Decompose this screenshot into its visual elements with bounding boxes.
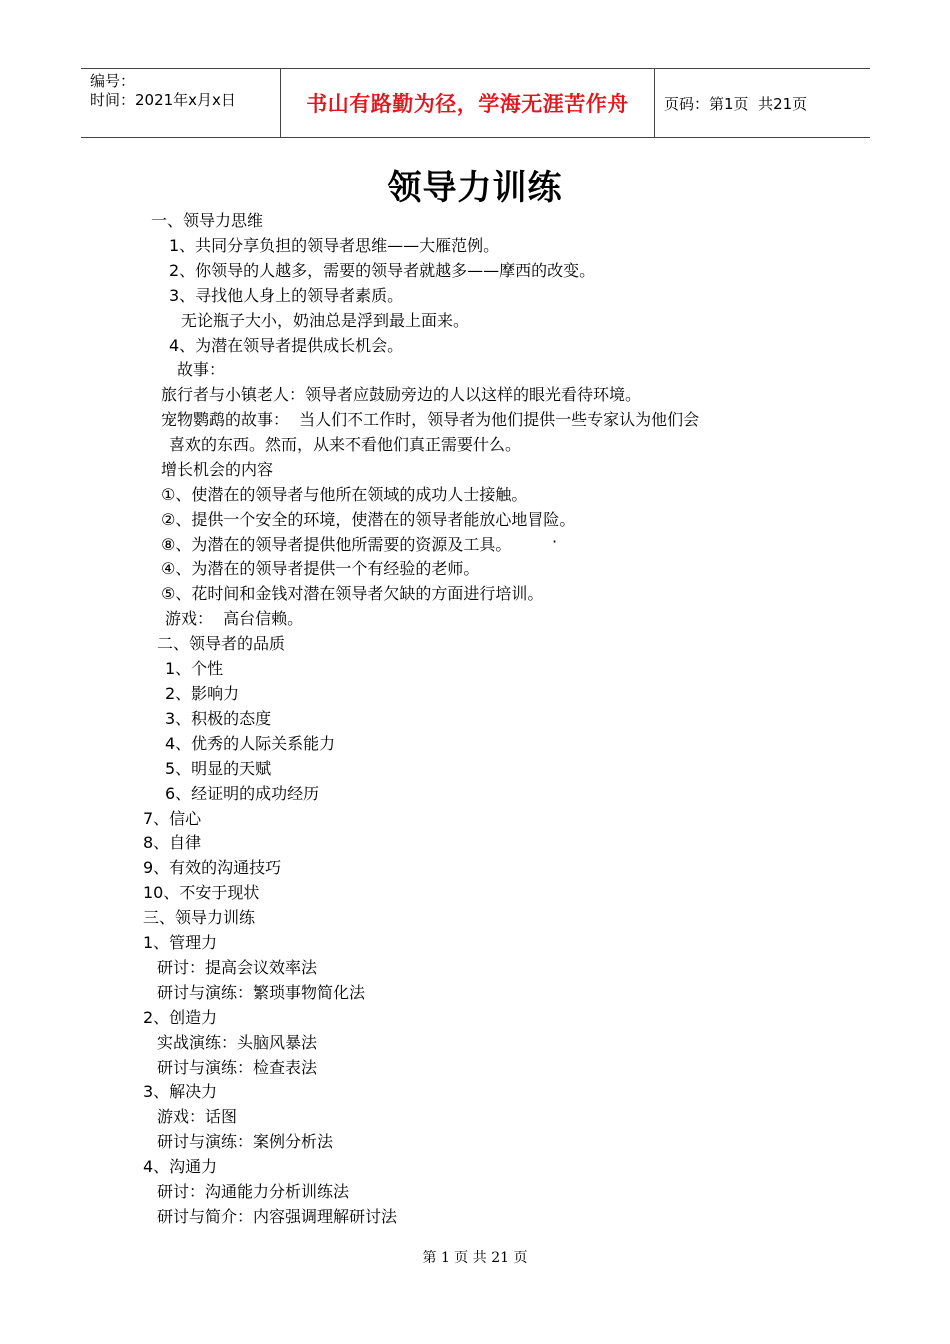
text-line: 喜欢的东西。然而，从来不看他们真正需要什么。 [169,435,522,454]
list-item: ②、提供一个安全的环境，使潜在的领导者能放心地冒险。 [161,510,576,529]
list-item: 1、个性 [165,659,224,678]
text-line: 无论瓶子大小，奶油总是浮到最上面来。 [181,311,470,330]
header-motto-cell [281,69,655,137]
list-item: 5、明显的天赋 [165,759,272,778]
section-heading: 三、领导力训练 [143,908,256,927]
serial-label: 编号： [90,72,136,90]
list-item: 10、不安于现状 [143,883,260,902]
header-motto: 书山有路勤为径，学海无涯苦作舟 [306,91,629,116]
list-item: ①、使潜在的领导者与他所在领域的成功人士接触。 [161,485,528,504]
text-line: 游戏：话图 [157,1107,238,1126]
text-line: 研讨：提高会议效率法 [157,958,318,977]
text-line: 研讨与演练：繁琐事物简化法 [157,983,366,1002]
list-item: 6、经证明的成功经历 [165,784,320,803]
text-line: 故事： [177,360,226,379]
list-item: ④、为潜在的领导者提供一个有经验的老师。 [161,559,480,578]
date-label: 时间：2021年x月x日 [90,91,236,109]
text-line: 宠物鹦鹉的故事： 当人们不工作时，领导者为他们提供一些专家认为他们会 [161,410,700,429]
list-item: 1、管理力 [143,933,218,952]
list-item: 2、创造力 [143,1008,218,1027]
stray-mark: · [552,532,558,551]
list-item: 9、有效的沟通技巧 [143,858,282,877]
header-page-cell [655,69,870,137]
text-line: 研讨：沟通能力分析训练法 [157,1182,350,1201]
list-item: 1、共同分享负担的领导者思维——大雁范例。 [169,236,500,255]
section-heading: 二、领导者的品质 [157,634,286,653]
text-line: 增长机会的内容 [161,460,274,479]
header-meta [81,69,281,137]
list-item: 2、影响力 [165,684,240,703]
page-title: 领导力训练 [387,168,563,208]
text-line: 研讨与演练：案例分析法 [157,1132,334,1151]
list-item: 4、为潜在领导者提供成长机会。 [169,336,404,355]
text-line: 游戏： 高台信赖。 [165,609,304,628]
list-item: 3、解决力 [143,1082,218,1101]
list-item: 7、信心 [143,809,202,828]
header-page-info: 页码：第1页 共21页 [664,94,808,113]
list-item: 3、积极的态度 [165,709,272,728]
text-line: 旅行者与小镇老人：领导者应鼓励旁边的人以这样的眼光看待环境。 [161,385,642,404]
list-item: 3、寻找他人身上的领导者素质。 [169,286,404,305]
list-item: 4、优秀的人际关系能力 [165,734,336,753]
list-item: ⑧、为潜在的领导者提供他所需要的资源及工具。 [161,535,512,554]
text-line: 实战演练：头脑风暴法 [157,1033,318,1052]
list-item: ⑤、花时间和金钱对潜在领导者欠缺的方面进行培训。 [161,584,544,603]
list-item: 8、自律 [143,833,202,852]
list-item: 2、你领导的人越多，需要的领导者就越多——摩西的改变。 [169,261,596,280]
list-item: 4、沟通力 [143,1157,218,1176]
document-header [81,68,870,138]
text-line: 研讨与演练：检查表法 [157,1058,318,1077]
text-line: 研讨与简介：内容强调理解研讨法 [157,1207,398,1226]
page-footer: 第 1 页 共 21 页 [422,1250,528,1266]
section-heading: 一、领导力思维 [151,211,264,230]
